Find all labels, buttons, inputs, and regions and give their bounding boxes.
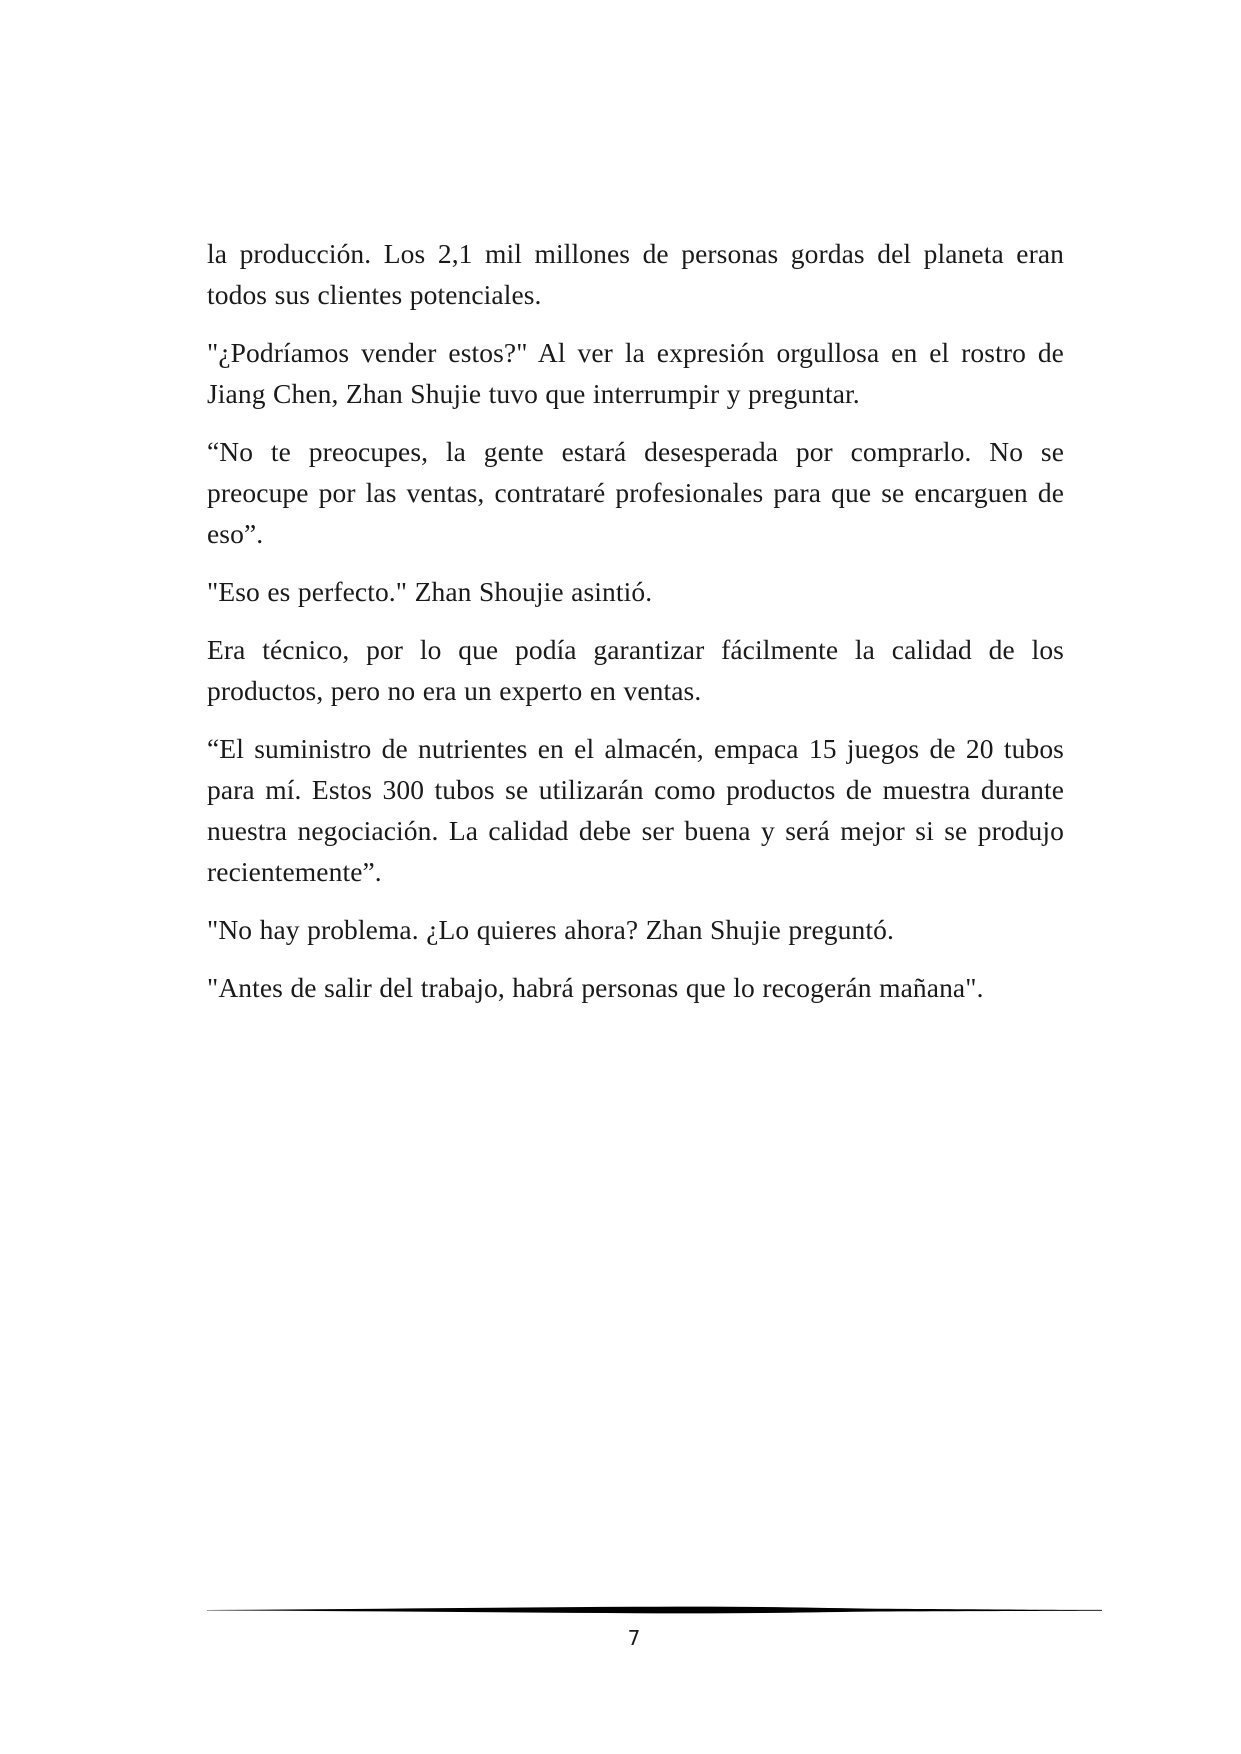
body-text	[207, 233, 1064, 1025]
paragraph: “El suministro de nutrientes en el almacén, empaca 15 juegos de 20 tubos para mí. Estos 300 tubos se utilizarán como productos de muestra durante nuestra negociación. La calidad debe ser buena y será mejor si se produjo recientemente”.	[207, 733, 1064, 887]
paragraph: "Eso es perfecto." Zhan Shoujie asintió.	[207, 576, 653, 607]
paragraph: "No hay problema. ¿Lo quieres ahora? Zhan Shujie preguntó.	[207, 914, 894, 945]
footer-rule	[207, 1604, 1102, 1616]
paragraph: Era técnico, por lo que podía garantizar fácilmente la calidad de los productos, pero no era un experto en ventas.	[207, 634, 1064, 706]
paragraph: "Antes de salir del trabajo, habrá personas que lo recogerán mañana".	[207, 972, 984, 1003]
page-number: 7	[627, 1626, 641, 1650]
paragraph: "¿Podríamos vender estos?" Al ver la expresión orgullosa en el rostro de Jiang Chen, Zhan Shujie tuvo que interrumpir y preguntar.	[207, 337, 1064, 409]
paragraph: “No te preocupes, la gente estará desesperada por comprarlo. No se preocupe por las ventas, contrataré profesionales para que se encarguen de eso”.	[207, 436, 1064, 549]
paragraph: la producción. Los 2,1 mil millones de personas gordas del planeta eran todos sus clientes potenciales.	[207, 238, 1064, 310]
